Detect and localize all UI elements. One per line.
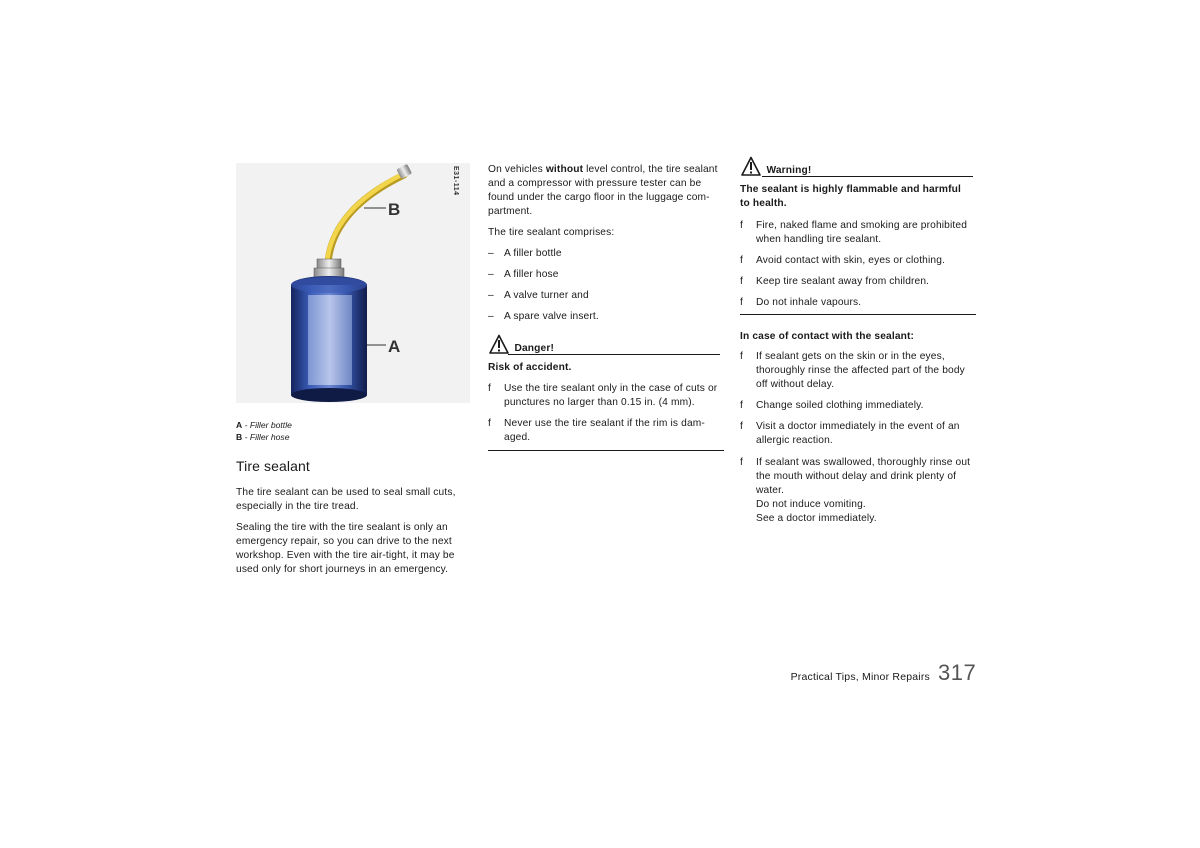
warning-label: Warning! xyxy=(766,165,812,177)
danger-rule xyxy=(508,354,720,355)
paragraph-location: On vehicles without level control, the tire sealant and a compressor with pressure tester can be found under the cargo floor in the luggage com- partment. xyxy=(488,164,718,217)
warning-rule xyxy=(762,176,973,177)
caption-a: A - Filler bottle xyxy=(236,420,292,430)
warning-triangle-icon xyxy=(740,156,762,176)
warning-triangle-icon xyxy=(488,334,510,354)
sealant-illustration xyxy=(236,163,470,403)
danger-end-rule xyxy=(488,450,724,451)
page-number: 317 xyxy=(938,660,977,685)
paragraph-purpose: The tire sealant can be used to seal small cuts, especially in the tire tread. xyxy=(236,487,456,512)
comprises-label: The tire sealant comprises: xyxy=(488,227,615,238)
danger-label: Danger! xyxy=(514,343,554,355)
warning-title xyxy=(740,156,811,176)
label-b: B xyxy=(388,200,401,219)
figure-id: E31-114 xyxy=(452,166,459,196)
section-heading: Tire sealant xyxy=(236,458,310,474)
danger-subtitle: Risk of accident. xyxy=(488,362,572,373)
footer-section-title: Practical Tips, Minor Repairs xyxy=(790,671,930,683)
danger-title xyxy=(488,334,554,354)
contact-heading: In case of contact with the sealant: xyxy=(740,331,915,342)
sealant-figure xyxy=(236,163,470,403)
figure-captions xyxy=(236,419,292,443)
caption-b: B - Filler hose xyxy=(236,432,290,442)
paragraph-emergency: Sealing the tire with the tire sealant is only an emergency repair, so you can drive to the next workshop. Even with the tire air-tight, it may be used only for short journeys in an emergency. xyxy=(236,522,455,575)
warning-subtitle: The sealant is highly flammable and harmful to health. xyxy=(740,184,962,209)
label-a: A xyxy=(388,337,401,356)
warning-end-rule xyxy=(740,314,976,315)
filler-hose-shadow xyxy=(328,175,404,263)
